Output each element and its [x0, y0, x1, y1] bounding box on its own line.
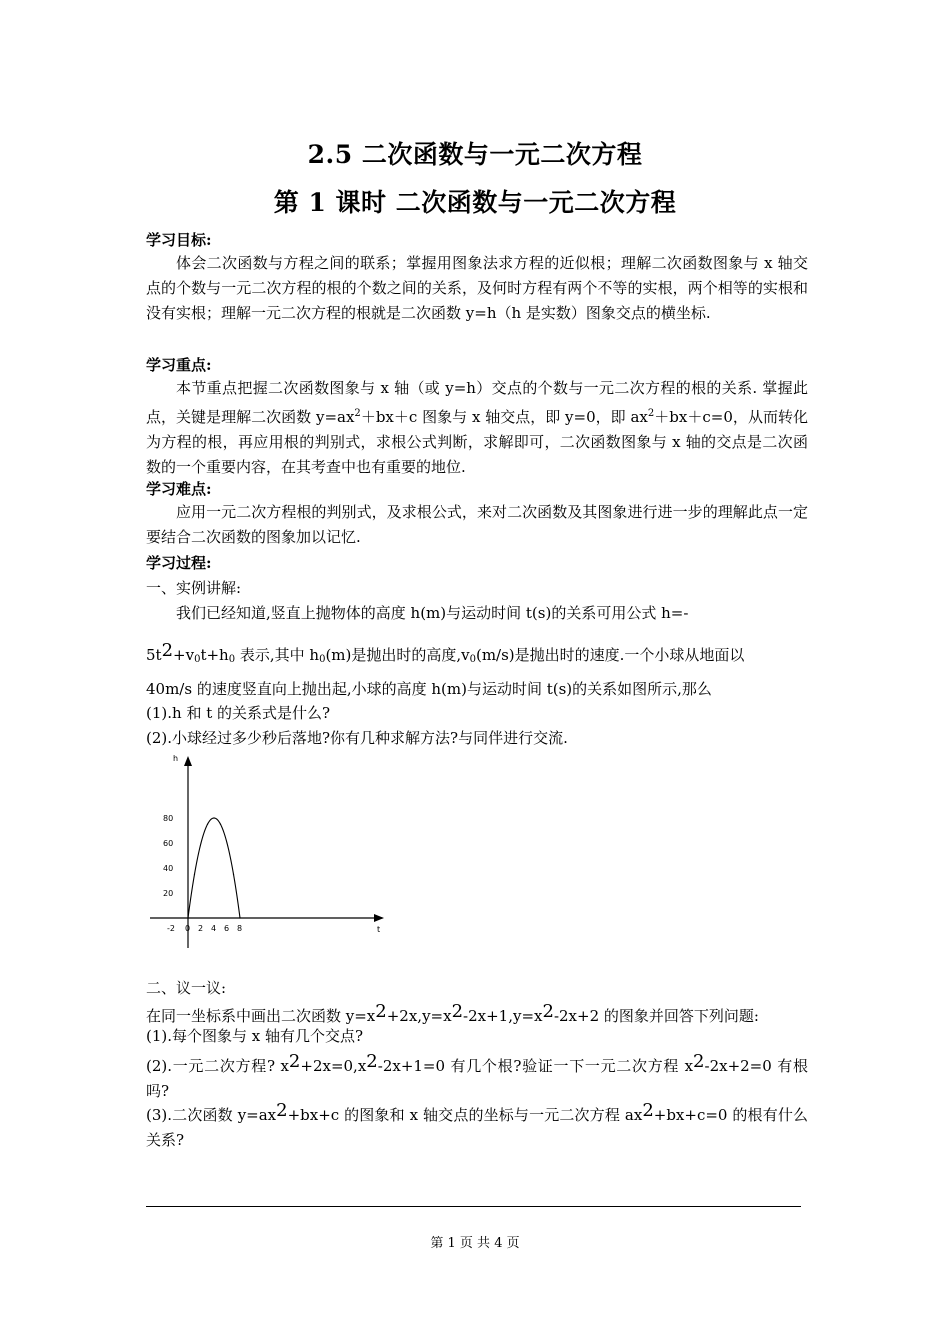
example-line3: 40m/s 的速度竖直向上抛出起,小球的高度 h(m)与运动时间 t(s)的关系如图所示,那么 — [146, 680, 712, 698]
data-point — [187, 917, 188, 918]
y-tick-label: 60 — [163, 839, 174, 848]
x-tick-label: 4 — [211, 924, 217, 933]
data-point — [207, 824, 208, 825]
data-point — [194, 874, 195, 875]
y-tick-label: 80 — [163, 814, 174, 823]
x-tick-label: 8 — [237, 924, 243, 933]
example-question-2: (2).小球经过多少秒后落地?你有几种求解方法?与同伴进行交流. — [146, 729, 568, 747]
process-heading: 学习过程: — [146, 554, 212, 572]
discuss-question-3: (3).二次函数 y=ax2+bx+c 的图象和 x 轴交点的坐标与一元二次方程 ax2+bx+c=0 的根有什么关系? — [146, 1100, 808, 1149]
data-point — [239, 917, 240, 918]
y-tick-label: 40 — [163, 864, 174, 873]
discuss-question-2: (2).一元二次方程? x2+2x=0,x2-2x+1=0 有几个根?验证一下一元二次方程 x2-2x+2=0 有根吗? — [146, 1051, 808, 1100]
data-point — [233, 874, 234, 875]
x-axis-arrow — [374, 914, 384, 922]
example-line1: 我们已经知道,竖直上抛物体的高度 h(m)与运动时间 t(s)的关系可用公式 h=- — [176, 604, 689, 622]
x-axis-label: t — [377, 925, 381, 934]
goals-body: 体会二次函数与方程之间的联系；掌握用图象法求方程的近似根；理解二次函数图象与 x 轴交点的个数与一元二次方程的根的个数之间的关系，及何时方程有两个不等的实根，两个相等的实根和没有实根；理解一元二次方程的根就是二次函数 y=h（h 是实数）图象交点的横坐标. — [146, 254, 808, 322]
y-tick-label: 20 — [163, 889, 174, 898]
x-tick-label: 6 — [224, 924, 230, 933]
difficult-body: 应用一元二次方程根的判别式，及求根公式，来对二次函数及其图象进行进一步的理解此点一定要结合二次函数的图象加以记忆. — [146, 503, 808, 546]
y-axis-arrow — [184, 756, 192, 766]
key-body: 本节重点把握二次函数图象与 x 轴（或 y=h）交点的个数与一元二次方程的根的关系. 掌握此点，关键是理解二次函数 $y=ax^2+bx+c$ 图象与 x 轴交点，即 y=0，即 $ax^2+bx+c=0$，从而转化为方程的根，再应用根的判别式，求根公式判断，求解即可，二次函数图象与 x 轴的交点是二次函数的一个重要内容，在其考查中也有重要的地位. — [146, 379, 808, 476]
main-title: 2.5 二次函数与一元二次方程 — [307, 140, 643, 169]
height-time-chart — [146, 748, 396, 948]
data-point — [200, 842, 201, 843]
y-axis-label: h — [173, 754, 179, 763]
discuss-heading: 二、议一议: — [146, 979, 227, 997]
data-point — [220, 824, 221, 825]
lesson-title: 第 1 课时 二次函数与一元二次方程 — [273, 188, 677, 217]
x-tick-label: 0 — [185, 924, 191, 933]
discuss-intro: 在同一坐标系中画出二次函数 y=x2+2x,y=x2-2x+1,y=x2-2x+2 的图象并回答下列问题: — [146, 1001, 759, 1025]
parabola-series — [188, 818, 240, 918]
page-footer: 第 1 页 共 4 页 — [430, 1236, 520, 1251]
example-heading: 一、实例讲解: — [146, 579, 242, 597]
data-point — [213, 817, 214, 818]
example-line2: $5t2+v_0t+h_0$ 表示,其中 $h_0(m)$是抛出时的高度$,v_0(m/s)$是抛出时的速度.一个小球从地面以 — [146, 640, 745, 665]
goals-heading: 学习目标: — [146, 231, 212, 249]
footer-rule — [146, 1206, 801, 1207]
x-tick-label: 2 — [198, 924, 204, 933]
x-tick-label: -2 — [167, 924, 175, 933]
key-heading: 学习重点: — [146, 356, 212, 374]
data-point — [226, 842, 227, 843]
difficult-heading: 学习难点: — [146, 480, 212, 498]
example-question-1: (1).h 和 t 的关系式是什么? — [146, 704, 331, 722]
discuss-question-1: (1).每个图象与 x 轴有几个交点? — [146, 1027, 364, 1045]
